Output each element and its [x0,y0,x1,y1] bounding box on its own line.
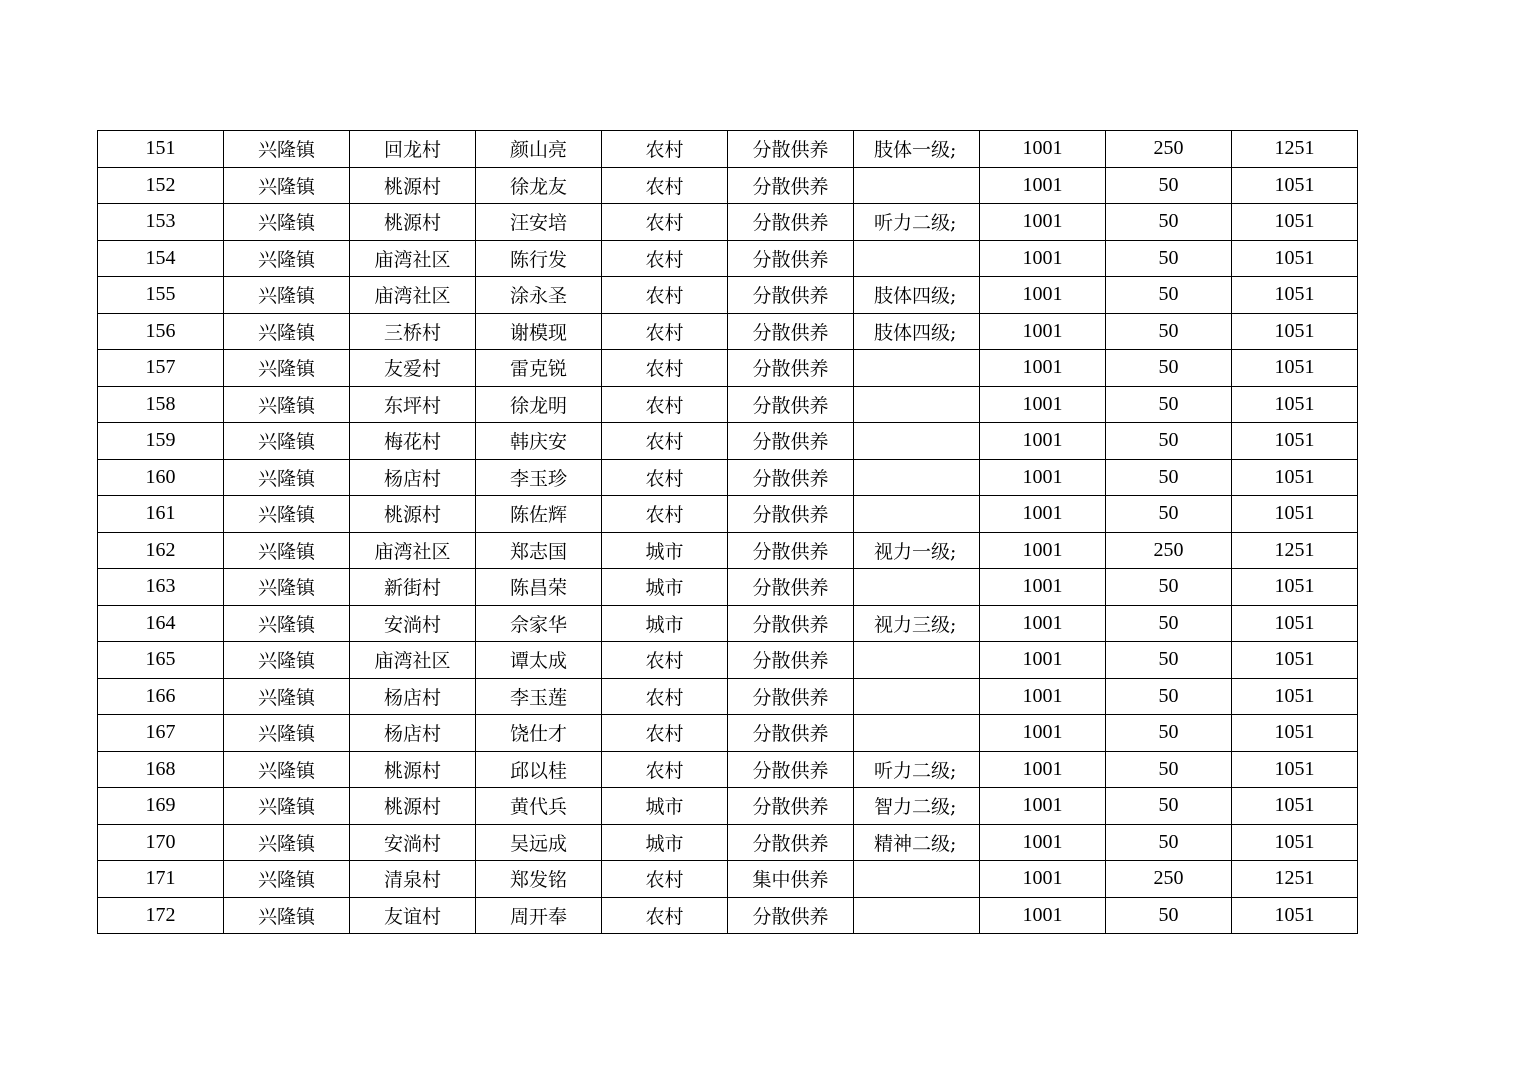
support-type-cell: 分散供养 [728,678,854,715]
support-type-cell: 分散供养 [728,240,854,277]
residence-type-cell: 农村 [602,240,728,277]
residence-type-cell: 农村 [602,496,728,533]
residence-type-cell: 农村 [602,167,728,204]
row-number-cell: 161 [98,496,224,533]
table-row [98,751,1358,788]
village-cell: 桃源村 [350,496,476,533]
base-amount-cell: 1001 [980,751,1106,788]
person-name-cell: 黄代兵 [476,788,602,825]
person-name-cell: 李玉莲 [476,678,602,715]
table-row [98,204,1358,241]
person-name-cell: 佘家华 [476,605,602,642]
residence-type-cell: 农村 [602,204,728,241]
disability-cell: 智力二级; [854,788,980,825]
village-cell: 友爱村 [350,350,476,387]
subsidy-cell: 50 [1106,751,1232,788]
base-amount-cell: 1001 [980,240,1106,277]
base-amount-cell: 1001 [980,824,1106,861]
disability-cell [854,350,980,387]
subsidy-cell: 50 [1106,459,1232,496]
row-number-cell: 153 [98,204,224,241]
total-amount-cell: 1251 [1232,131,1358,168]
base-amount-cell: 1001 [980,569,1106,606]
village-cell: 庙湾社区 [350,532,476,569]
disability-cell [854,897,980,934]
village-cell: 桃源村 [350,204,476,241]
subsidy-cell: 50 [1106,788,1232,825]
total-amount-cell: 1051 [1232,678,1358,715]
table-row [98,131,1358,168]
table-row [98,642,1358,679]
support-type-cell: 分散供养 [728,459,854,496]
disability-cell [854,167,980,204]
base-amount-cell: 1001 [980,532,1106,569]
subsidy-cell: 50 [1106,715,1232,752]
total-amount-cell: 1251 [1232,861,1358,898]
table-row [98,678,1358,715]
disability-cell: 视力三级; [854,605,980,642]
disability-cell: 精神二级; [854,824,980,861]
total-amount-cell: 1051 [1232,642,1358,679]
town-cell: 兴隆镇 [224,313,350,350]
row-number-cell: 170 [98,824,224,861]
support-type-cell: 分散供养 [728,386,854,423]
table-body [98,131,1358,934]
base-amount-cell: 1001 [980,277,1106,314]
table-row [98,532,1358,569]
support-type-cell: 分散供养 [728,569,854,606]
subsidy-cell: 50 [1106,386,1232,423]
base-amount-cell: 1001 [980,167,1106,204]
row-number-cell: 167 [98,715,224,752]
support-type-cell: 分散供养 [728,715,854,752]
row-number-cell: 163 [98,569,224,606]
total-amount-cell: 1051 [1232,350,1358,387]
table-row [98,350,1358,387]
disability-cell [854,423,980,460]
subsidy-cell: 50 [1106,824,1232,861]
village-cell: 杨店村 [350,715,476,752]
base-amount-cell: 1001 [980,678,1106,715]
town-cell: 兴隆镇 [224,642,350,679]
subsidy-cell: 250 [1106,532,1232,569]
residence-type-cell: 城市 [602,788,728,825]
base-amount-cell: 1001 [980,642,1106,679]
support-type-cell: 分散供养 [728,788,854,825]
table-row [98,605,1358,642]
table-row [98,386,1358,423]
person-name-cell: 雷克锐 [476,350,602,387]
base-amount-cell: 1001 [980,605,1106,642]
village-cell: 安淌村 [350,824,476,861]
village-cell: 庙湾社区 [350,642,476,679]
row-number-cell: 165 [98,642,224,679]
village-cell: 安淌村 [350,605,476,642]
residence-type-cell: 农村 [602,350,728,387]
subsidy-cell: 250 [1106,131,1232,168]
base-amount-cell: 1001 [980,459,1106,496]
person-name-cell: 陈佐辉 [476,496,602,533]
town-cell: 兴隆镇 [224,824,350,861]
row-number-cell: 151 [98,131,224,168]
disability-cell: 听力二级; [854,204,980,241]
base-amount-cell: 1001 [980,131,1106,168]
residence-type-cell: 农村 [602,897,728,934]
subsidy-cell: 50 [1106,240,1232,277]
support-type-cell: 分散供养 [728,277,854,314]
total-amount-cell: 1051 [1232,204,1358,241]
total-amount-cell: 1051 [1232,167,1358,204]
row-number-cell: 152 [98,167,224,204]
row-number-cell: 172 [98,897,224,934]
town-cell: 兴隆镇 [224,204,350,241]
support-type-cell: 分散供养 [728,642,854,679]
village-cell: 杨店村 [350,459,476,496]
table-row [98,861,1358,898]
support-type-cell: 分散供养 [728,605,854,642]
base-amount-cell: 1001 [980,861,1106,898]
support-type-cell: 分散供养 [728,496,854,533]
total-amount-cell: 1051 [1232,751,1358,788]
town-cell: 兴隆镇 [224,605,350,642]
town-cell: 兴隆镇 [224,715,350,752]
total-amount-cell: 1051 [1232,240,1358,277]
residence-type-cell: 农村 [602,313,728,350]
disability-cell [854,496,980,533]
disability-cell [854,240,980,277]
residence-type-cell: 农村 [602,751,728,788]
subsidy-cell: 50 [1106,277,1232,314]
person-name-cell: 陈昌荣 [476,569,602,606]
row-number-cell: 171 [98,861,224,898]
residence-type-cell: 农村 [602,386,728,423]
subsidy-cell: 50 [1106,313,1232,350]
total-amount-cell: 1051 [1232,897,1358,934]
table-row [98,897,1358,934]
subsidy-cell: 50 [1106,167,1232,204]
disability-cell [854,715,980,752]
town-cell: 兴隆镇 [224,350,350,387]
town-cell: 兴隆镇 [224,386,350,423]
disability-cell: 肢体一级; [854,131,980,168]
person-name-cell: 郑志国 [476,532,602,569]
person-name-cell: 邱以桂 [476,751,602,788]
village-cell: 杨店村 [350,678,476,715]
residence-type-cell: 农村 [602,459,728,496]
residence-type-cell: 农村 [602,715,728,752]
town-cell: 兴隆镇 [224,459,350,496]
table-row [98,313,1358,350]
person-name-cell: 周开奉 [476,897,602,934]
person-name-cell: 郑发铭 [476,861,602,898]
disability-cell [854,459,980,496]
total-amount-cell: 1051 [1232,569,1358,606]
person-name-cell: 饶仕才 [476,715,602,752]
disability-cell: 视力一级; [854,532,980,569]
support-type-cell: 分散供养 [728,423,854,460]
total-amount-cell: 1251 [1232,532,1358,569]
total-amount-cell: 1051 [1232,423,1358,460]
row-number-cell: 159 [98,423,224,460]
town-cell: 兴隆镇 [224,240,350,277]
table-row [98,459,1358,496]
subsidy-cell: 50 [1106,423,1232,460]
support-type-cell: 分散供养 [728,824,854,861]
subsidy-cell: 50 [1106,496,1232,533]
disability-cell [854,386,980,423]
disability-cell [854,861,980,898]
village-cell: 友谊村 [350,897,476,934]
row-number-cell: 160 [98,459,224,496]
residence-type-cell: 农村 [602,277,728,314]
support-type-cell: 分散供养 [728,313,854,350]
residence-type-cell: 城市 [602,569,728,606]
table-row [98,167,1358,204]
village-cell: 三桥村 [350,313,476,350]
total-amount-cell: 1051 [1232,715,1358,752]
row-number-cell: 166 [98,678,224,715]
table-row [98,824,1358,861]
support-type-cell: 分散供养 [728,167,854,204]
town-cell: 兴隆镇 [224,788,350,825]
residence-type-cell: 城市 [602,824,728,861]
row-number-cell: 156 [98,313,224,350]
residence-type-cell: 农村 [602,423,728,460]
town-cell: 兴隆镇 [224,277,350,314]
residence-type-cell: 农村 [602,861,728,898]
residence-type-cell: 农村 [602,131,728,168]
town-cell: 兴隆镇 [224,167,350,204]
subsidy-cell: 50 [1106,605,1232,642]
village-cell: 新街村 [350,569,476,606]
subsidy-cell: 50 [1106,897,1232,934]
total-amount-cell: 1051 [1232,496,1358,533]
support-type-cell: 分散供养 [728,350,854,387]
row-number-cell: 164 [98,605,224,642]
subsidy-cell: 50 [1106,204,1232,241]
town-cell: 兴隆镇 [224,532,350,569]
person-name-cell: 徐龙友 [476,167,602,204]
village-cell: 桃源村 [350,751,476,788]
base-amount-cell: 1001 [980,386,1106,423]
disability-cell [854,569,980,606]
base-amount-cell: 1001 [980,788,1106,825]
row-number-cell: 162 [98,532,224,569]
disability-cell [854,678,980,715]
row-number-cell: 154 [98,240,224,277]
support-type-cell: 集中供养 [728,861,854,898]
disability-cell: 肢体四级; [854,313,980,350]
total-amount-cell: 1051 [1232,277,1358,314]
town-cell: 兴隆镇 [224,861,350,898]
subsidy-cell: 250 [1106,861,1232,898]
row-number-cell: 155 [98,277,224,314]
village-cell: 庙湾社区 [350,277,476,314]
base-amount-cell: 1001 [980,350,1106,387]
town-cell: 兴隆镇 [224,423,350,460]
row-number-cell: 169 [98,788,224,825]
support-type-cell: 分散供养 [728,131,854,168]
table-row [98,715,1358,752]
total-amount-cell: 1051 [1232,459,1358,496]
total-amount-cell: 1051 [1232,824,1358,861]
residence-type-cell: 城市 [602,532,728,569]
base-amount-cell: 1001 [980,715,1106,752]
total-amount-cell: 1051 [1232,788,1358,825]
disability-cell: 听力二级; [854,751,980,788]
total-amount-cell: 1051 [1232,386,1358,423]
person-name-cell: 李玉珍 [476,459,602,496]
table-row [98,569,1358,606]
person-name-cell: 谢模现 [476,313,602,350]
residence-type-cell: 农村 [602,678,728,715]
support-type-cell: 分散供养 [728,532,854,569]
person-name-cell: 徐龙明 [476,386,602,423]
town-cell: 兴隆镇 [224,897,350,934]
village-cell: 东坪村 [350,386,476,423]
person-name-cell: 汪安培 [476,204,602,241]
subsidy-cell: 50 [1106,569,1232,606]
village-cell: 梅花村 [350,423,476,460]
subsidy-cell: 50 [1106,678,1232,715]
data-table [97,130,1358,934]
base-amount-cell: 1001 [980,313,1106,350]
table-row [98,423,1358,460]
support-type-cell: 分散供养 [728,897,854,934]
person-name-cell: 涂永圣 [476,277,602,314]
support-type-cell: 分散供养 [728,751,854,788]
town-cell: 兴隆镇 [224,569,350,606]
town-cell: 兴隆镇 [224,678,350,715]
person-name-cell: 谭太成 [476,642,602,679]
village-cell: 桃源村 [350,167,476,204]
base-amount-cell: 1001 [980,204,1106,241]
town-cell: 兴隆镇 [224,131,350,168]
village-cell: 回龙村 [350,131,476,168]
disability-cell [854,642,980,679]
disability-cell: 肢体四级; [854,277,980,314]
table-row [98,240,1358,277]
base-amount-cell: 1001 [980,496,1106,533]
person-name-cell: 韩庆安 [476,423,602,460]
town-cell: 兴隆镇 [224,496,350,533]
village-cell: 庙湾社区 [350,240,476,277]
base-amount-cell: 1001 [980,897,1106,934]
subsidy-cell: 50 [1106,642,1232,679]
town-cell: 兴隆镇 [224,751,350,788]
residence-type-cell: 城市 [602,605,728,642]
support-type-cell: 分散供养 [728,204,854,241]
person-name-cell: 颜山亮 [476,131,602,168]
subsidy-cell: 50 [1106,350,1232,387]
total-amount-cell: 1051 [1232,605,1358,642]
residence-type-cell: 农村 [602,642,728,679]
total-amount-cell: 1051 [1232,313,1358,350]
village-cell: 桃源村 [350,788,476,825]
person-name-cell: 陈行发 [476,240,602,277]
table-row [98,496,1358,533]
row-number-cell: 157 [98,350,224,387]
row-number-cell: 168 [98,751,224,788]
table-row [98,788,1358,825]
base-amount-cell: 1001 [980,423,1106,460]
row-number-cell: 158 [98,386,224,423]
village-cell: 清泉村 [350,861,476,898]
person-name-cell: 吴远成 [476,824,602,861]
table-row [98,277,1358,314]
